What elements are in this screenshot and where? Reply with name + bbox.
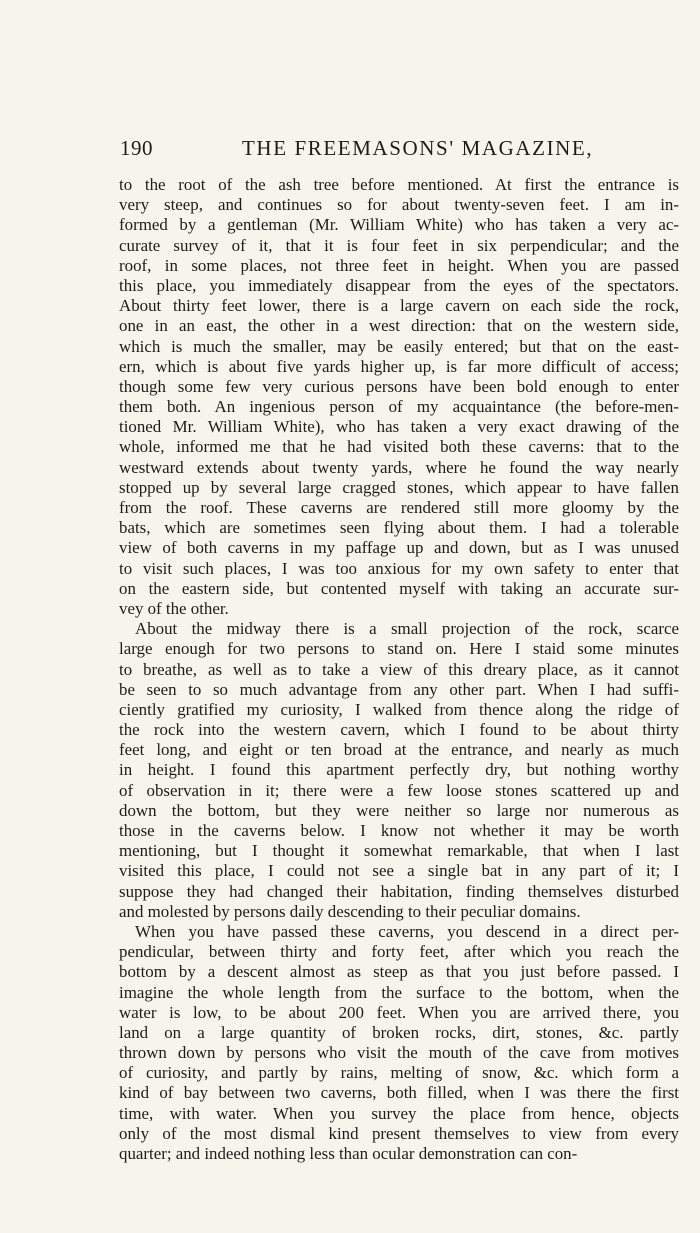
text-line: on the eastern side, but contented myself with taking an accurate sur-: [119, 578, 679, 598]
text-line: and molested by persons daily descending to their peculiar domains.: [119, 901, 581, 921]
text-line: About thirty feet lower, there is a large cavern on each side the rock,: [119, 296, 679, 316]
text-line: ern, which is about five yards higher up, is far more difficult of access;: [119, 356, 679, 376]
text-line: stopped up by several large cragged stones, which appear to have fallen: [119, 477, 679, 497]
text-line: whole, informed me that he had visited both these caverns: that to the: [119, 437, 679, 457]
text-line: kind of bay between two caverns, both filled, when I was there the first: [119, 1083, 679, 1103]
body-text: [119, 175, 679, 1164]
paragraph: [119, 619, 679, 922]
text-line: imagine the whole length from the surface to the bottom, when the: [119, 982, 679, 1002]
text-line: down the bottom, but they were neither so large nor numerous as: [119, 800, 679, 820]
text-line: view of both caverns in my paffage up and down, but as I was unused: [119, 538, 679, 558]
text-line: the rock into the western cavern, which I found to be about thirty: [119, 720, 679, 740]
paragraph: [119, 175, 679, 619]
page-number: 190: [120, 136, 153, 160]
text-line: roof, in some places, not three feet in height. When you are passed: [119, 255, 679, 275]
text-line: only of the most dismal kind present themselves to view from every: [119, 1123, 679, 1143]
text-line: pendicular, between thirty and forty feet, after which you reach the: [119, 942, 679, 962]
text-line: visited this place, I could not see a single bat in any part of it; I: [119, 861, 679, 881]
text-line: formed by a gentleman (Mr. William White) who has taken a very ac-: [119, 215, 679, 235]
text-line: them both. An ingenious person of my acquaintance (the before-men-: [119, 397, 679, 417]
text-line: thrown down by persons who visit the mouth of the cave from motives: [119, 1043, 679, 1063]
text-line: suppose they had changed their habitation, finding themselves disturbed: [119, 881, 679, 901]
text-line: quarter; and indeed nothing less than ocular demonstration can con-: [119, 1144, 578, 1163]
text-line: though some few very curious persons have been bold enough to enter: [119, 376, 679, 396]
text-line: this place, you immediately disappear from the eyes of the spectators.: [119, 275, 679, 295]
text-line: those in the caverns below. I know not whether it may be worth: [119, 821, 679, 840]
text-line: feet long, and eight or ten broad at the entrance, and nearly as much: [119, 740, 679, 760]
text-line: bats, which are sometimes seen flying about them. I had a tolerable: [119, 518, 679, 538]
text-line: large enough for two persons to stand on. Here I staid some minutes: [119, 639, 679, 659]
text-line: vey of the other.: [119, 598, 229, 618]
text-line: which is much the smaller, may be easily entered; but that on the east-: [119, 336, 679, 356]
text-line: of curiosity, and partly by rains, melting of snow, &c. which form a: [119, 1063, 679, 1083]
text-line: curate survey of it, that it is four feet in six perpendicular; and the: [119, 235, 679, 255]
page-header: [120, 136, 676, 166]
text-line: bottom by a descent almost as steep as that you just before passed. I: [119, 962, 679, 982]
text-line: ciently gratified my curiosity, I walked from thence along the ridge of: [119, 699, 679, 719]
text-line: mentioning, but I thought it somewhat remarkable, that when I last: [119, 841, 679, 861]
text-line: in height. I found this apartment perfectly dry, but nothing worthy: [119, 760, 679, 780]
text-line: one in an east, the other in a west direction: that on the western side,: [119, 316, 679, 336]
text-line: be seen to so much advantage from any other part. When I had suffi-: [119, 679, 679, 699]
text-line: time, with water. When you survey the place from hence, objects: [119, 1103, 679, 1123]
text-line: water is low, to be about 200 feet. When you are arrived there, you: [119, 1002, 679, 1022]
text-line: When you have passed these caverns, you descend in a direct per-: [135, 921, 679, 941]
text-line: About the midway there is a small projection of the rock, scarce: [135, 619, 679, 639]
text-line: to visit such places, I was too anxious for my own safety to enter that: [119, 558, 679, 578]
running-title: THE FREEMASONS' MAGAZINE,: [242, 136, 594, 160]
text-line: very steep, and continues so for about twenty-seven feet. I am in-: [119, 195, 679, 215]
text-line: westward extends about twenty yards, where he found the way nearly: [119, 457, 679, 477]
text-line: to the root of the ash tree before mentioned. At first the entrance is: [119, 175, 679, 194]
text-line: to breathe, as well as to take a view of this dreary place, as it cannot: [119, 659, 679, 679]
text-line: from the roof. These caverns are rendered still more gloomy by the: [119, 498, 679, 517]
text-line: land on a large quantity of broken rocks, dirt, stones, &c. partly: [119, 1022, 679, 1042]
paragraph: [119, 922, 679, 1164]
text-line: of observation in it; there were a few loose stones scattered up and: [119, 780, 679, 800]
text-line: tioned Mr. William White), who has taken a very exact drawing of the: [119, 417, 679, 437]
